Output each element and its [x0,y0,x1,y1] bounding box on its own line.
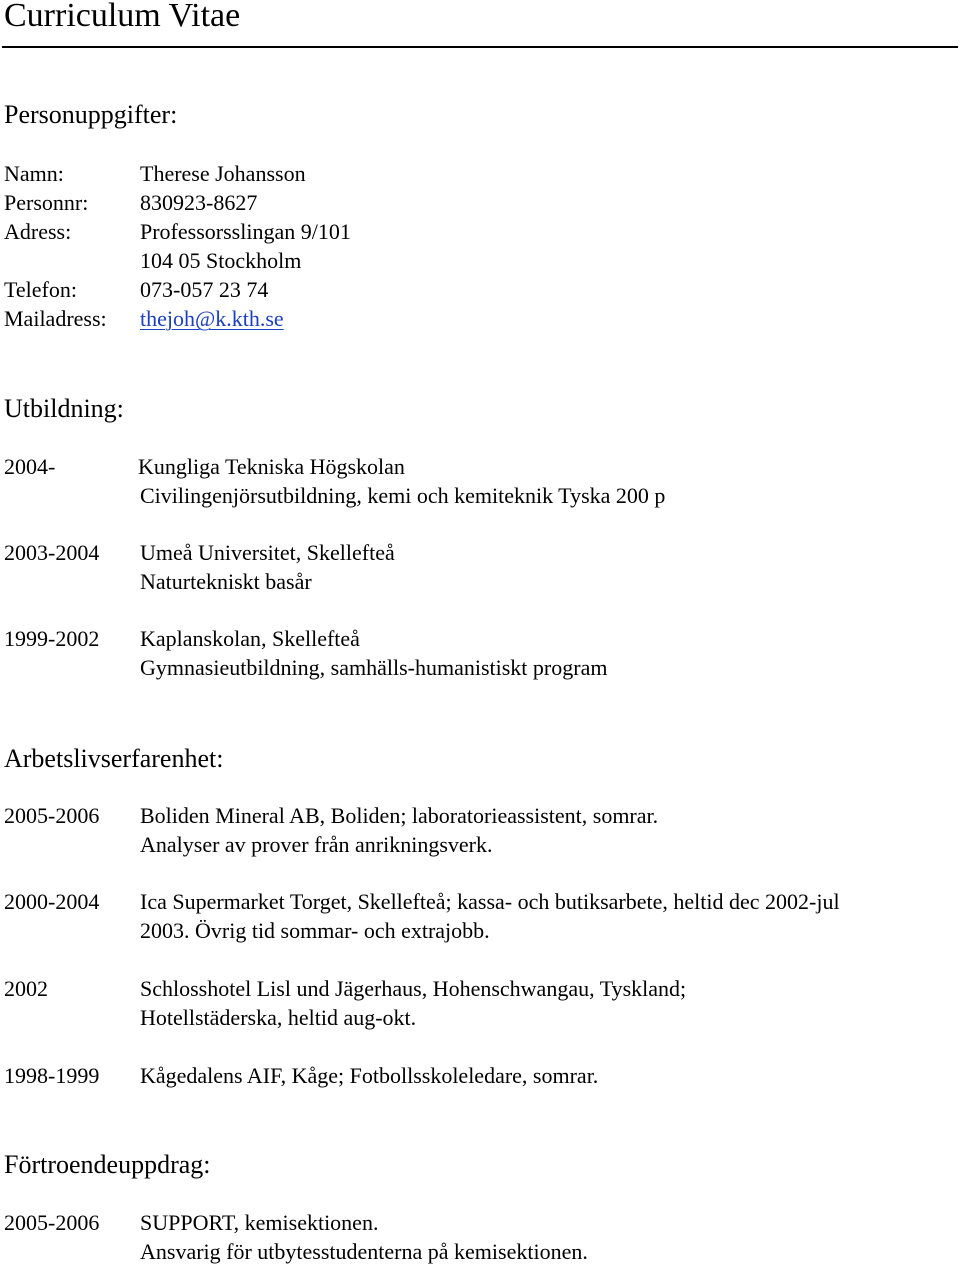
personal-label-personnr: Personnr: [4,190,89,215]
personal-label-email: Mailadress: [4,306,107,331]
email-link[interactable]: thejoh@k.kth.se [140,306,284,331]
personal-value-name: Therese Johansson [140,161,306,186]
personal-label-phone: Telefon: [4,277,77,302]
education-line: Civilingenjörsutbildning, kemi och kemiteknik Tyska 200 p [140,483,666,508]
work-line: Hotellstäderska, heltid aug-okt. [140,1005,417,1030]
personal-value-phone: 073-057 23 74 [140,277,269,302]
work-period: 2000-2004 [4,889,100,914]
education-line: Kungliga Tekniska Högskolan [138,454,405,479]
heading-personal: Personuppgifter: [4,100,178,129]
education-period: 2004- [4,454,56,479]
personal-value-address-city: 104 05 Stockholm [140,248,302,273]
personal-value-address-street: Professorsslingan 9/101 [140,219,351,244]
work-period: 2005-2006 [4,803,100,828]
work-line: Kågedalens AIF, Kåge; Fotbollsskoleledare, somrar. [140,1063,599,1088]
heading-trust: Förtroendeuppdrag: [4,1150,211,1179]
work-line: Ica Supermarket Torget, Skellefteå; kassa- och butiksarbete, heltid dec 2002-jul [140,889,840,914]
heading-education: Utbildning: [4,394,124,423]
work-line: 2003. Övrig tid sommar- och extrajobb. [140,918,490,943]
personal-value-personnr: 830923-8627 [140,190,258,215]
education-line: Umeå Universitet, Skellefteå [140,540,395,565]
work-line: Analyser av prover från anrikningsverk. [140,832,493,857]
work-line: Schlosshotel Lisl und Jägerhaus, Hohenschwangau, Tyskland; [140,976,687,1001]
education-period: 1999-2002 [4,626,100,651]
trust-line: SUPPORT, kemisektionen. [140,1210,379,1235]
personal-label-address: Adress: [4,219,72,244]
education-period: 2003-2004 [4,540,100,565]
personal-label-name: Namn: [4,161,64,186]
document-title: Curriculum Vitae [4,0,241,34]
work-period: 1998-1999 [4,1063,100,1088]
heading-work: Arbetslivserfarenhet: [4,744,224,773]
education-line: Naturtekniskt basår [140,569,312,594]
trust-period: 2005-2006 [4,1210,100,1235]
education-line: Gymnasieutbildning, samhälls-humanistiskt program [140,655,608,680]
work-line: Boliden Mineral AB, Boliden; laboratorieassistent, somrar. [140,803,659,828]
title-divider [2,46,958,48]
work-period: 2002 [4,976,48,1001]
education-line: Kaplanskolan, Skellefteå [140,626,360,651]
trust-line: Ansvarig för utbytesstudenterna på kemisektionen. [140,1239,588,1264]
